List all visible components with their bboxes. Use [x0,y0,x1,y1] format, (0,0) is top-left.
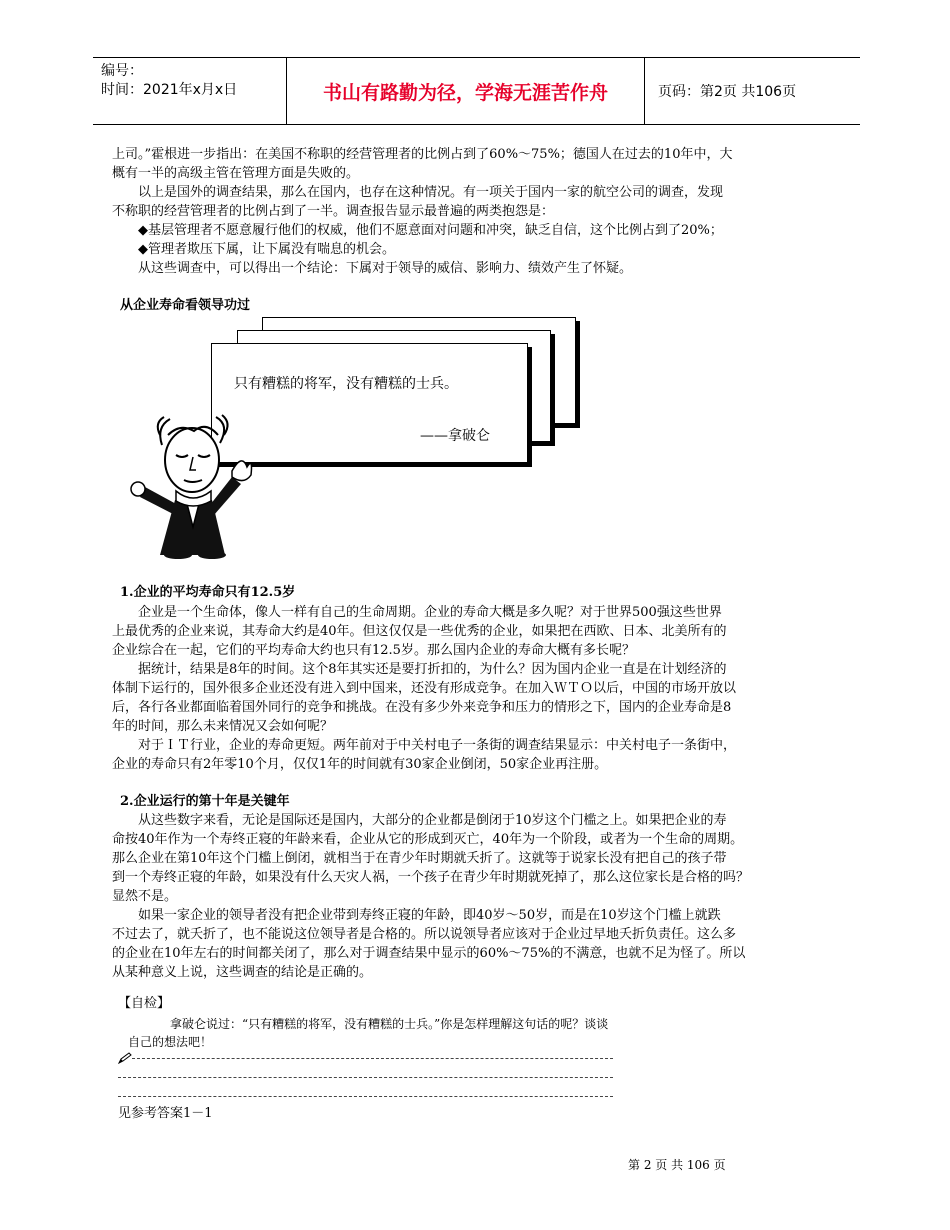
section2-line: 到一个寿终正寝的年龄，如果没有什么天灾人祸，一个孩子在青少年时期就死掉了，那么这位家长是合格的吗？ [112,870,750,885]
section2-line: 那么企业在第10年这个门槛上倒闭，就相当于在青少年时期就夭折了。这就等于说家长没有把自己的孩子带 [112,851,727,866]
header-meta [101,62,286,100]
section2-title: 2.企业运行的第十年是关键年 [120,794,290,809]
intro-line: 概有一半的高级主管在管理方面是失败的。 [112,166,360,181]
section1-line: 年的时间，那么未来情况又会如何呢？ [112,719,334,734]
section1-line: 上最优秀的企业来说，其寿命大约是40年。但这仅仅是一些优秀的企业，如果把在西欧、日本、北美所有的 [112,624,727,639]
header-motto: 书山有路勤为径，学海无涯苦作舟 [286,58,645,124]
section1-line: 对于ＩＴ行业，企业的寿命更短。两年前对于中关村电子一条街的调查结果显示：中关村电子一条街中， [112,738,737,753]
self-check-question: 自己的想法吧！ [128,1035,213,1049]
section2-line: 从这些数字来看，无论是国际还是国内，大部分的企业都是倒闭于10岁这个门槛之上。如果把企业的寿 [112,813,727,828]
intro-line: ◆管理者欺压下属，让下属没有喘息的机会。 [112,242,395,257]
quote-text: 只有糟糕的将军，没有糟糕的士兵。 [234,376,458,392]
section2-line: 如果一家企业的领导者没有把企业带到寿终正寝的年龄，即40岁～50岁，而是在10岁这个门槛上就跌 [112,908,721,923]
section1-line: 后，各行各业都面临着国外同行的竞争和挑战。在没有多少外来竞争和压力的情形之下，国内的企业寿命是8 [112,700,732,715]
answer-line[interactable] [118,1096,613,1097]
page-header [93,57,860,125]
answer-line[interactable] [132,1058,613,1059]
self-check-title: 【自检】 [118,996,171,1011]
section2-line: 从某种意义上说，这些调查的结论是正确的。 [112,965,373,980]
section-title: 从企业寿命看领导功过 [120,298,251,313]
section2-line: 的企业在10年左右的时间都关闭了，那么对于调查结果中显示的60%～75%的不满意，也就不足为怪了。所以 [112,946,746,961]
section1-line: 企业的寿命只有2年零10个月，仅仅1年的时间就有30家企业倒闭，50家企业再注册。 [112,757,608,772]
napoleon-cartoon-illustration [120,405,270,560]
header-page-info: 页码：第2页 共106页 [658,84,797,100]
intro-line: 不称职的经营管理者的比例占到了一半。调查报告显示最普遍的两类抱怨是： [112,204,555,219]
section2-line: 显然不是。 [112,889,178,904]
answer-reference: 见参考答案1－1 [118,1106,213,1121]
section2-line: 命按40年作为一个寿终正寝的年龄来看，企业从它的形成到灭亡，40年为一个阶段，或者为一个生命的周期。 [112,832,744,847]
time-label: 时间：2021年x月x日 [101,82,238,98]
section1-title: 1.企业的平均寿命只有12.5岁 [120,585,296,600]
quote-author: ——拿破仑 [420,428,490,444]
answer-line[interactable] [118,1077,613,1078]
self-check-question: 拿破仑说过：“只有糟糕的将军，没有糟糕的士兵。”你是怎样理解这句话的呢？谈谈 [170,1017,609,1031]
section1-line: 企业综合在一起，它们的平均寿命大约也只有12.5岁。那么国内企业的寿命大概有多长呢？ [112,643,635,658]
page-footer: 第 2 页 共 106 页 [628,1158,726,1172]
intro-line: 从这些调查中，可以得出一个结论：下属对于领导的威信、影响力、绩效产生了怀疑。 [112,261,633,276]
intro-line: ◆基层管理者不愿意履行他们的权威，他们不愿意面对问题和冲突，缺乏自信，这个比例占到了20%； [112,223,723,238]
section1-line: 据统计，结果是8年的时间。这个8年其实还是要打折扣的，为什么？因为国内企业一直是在计划经济的 [112,662,727,677]
section1-line: 体制下运行的，国外很多企业还没有进入到中国来，还没有形成竞争。在加入ＷＴＯ以后，中国的市场开放以 [112,681,737,696]
section1-line: 企业是一个生命体，像人一样有自己的生命周期。企业的寿命大概是多久呢？对于世界500强这些世界 [112,605,722,620]
intro-line: 上司。”霍根进一步指出：在美国不称职的经营管理者的比例占到了60%～75%；德国人在过去的10年中，大 [112,147,733,162]
number-label: 编号： [101,63,143,79]
intro-line: 以上是国外的调查结果，那么在国内，也存在这种情况。有一项关于国内一家的航空公司的调查，发现 [112,185,724,200]
section2-line: 不过去了，就夭折了，也不能说这位领导者是合格的。所以说领导者应该对于企业过早地夭折负责任。这么多 [112,927,737,942]
pencil-icon [118,1052,132,1064]
